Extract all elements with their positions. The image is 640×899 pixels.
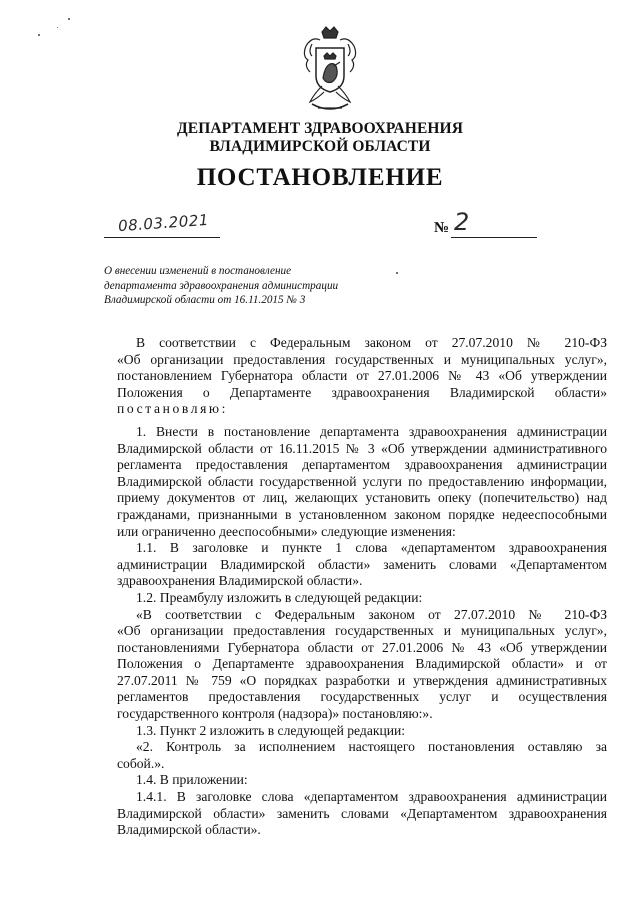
item-1-4-1-paragraph — [117, 789, 607, 839]
date-underline — [104, 237, 220, 238]
text-line: Положения о Департаменте здравоохранения Владимирской области» и от — [117, 656, 607, 672]
document-number-handwritten: 2 — [454, 208, 470, 236]
preamble-paragraph — [117, 335, 607, 418]
text-line: собой.». — [117, 755, 165, 771]
text-line: «2. Контроль за исполнением настоящего постановления оставляю за — [136, 739, 607, 755]
number-underline — [451, 237, 537, 238]
text-line: Владимирской области». — [117, 822, 261, 838]
text-line: здравоохранения Владимирской области». — [117, 573, 363, 589]
text-line: 1.4. В приложении: — [136, 772, 248, 788]
text-line: В соответствии с Федеральным законом от 27.07.2010 № 210-ФЗ — [136, 335, 607, 350]
text-line: Владимирской области» заменить словами «Департаментом здравоохранения — [117, 805, 607, 821]
text-line: 27.07.2011 № 759 «О порядках разработки и утверждения административных — [117, 672, 607, 688]
item-1-paragraph — [117, 424, 607, 540]
document-number-label: № — [434, 220, 450, 236]
text-line: Владимирской области от 16.11.2015 № 3 «Об утверждении административного — [117, 440, 607, 456]
item-1-2-paragraph — [117, 590, 607, 607]
document-date-handwritten: 08.03.2021 — [117, 210, 210, 236]
text-line: 1.2. Преамбулу изложить в следующей редакции: — [136, 589, 423, 605]
text-line: 1.3. Пункт 2 изложить в следующей редакции: — [136, 722, 406, 738]
department-name-line2: ВЛАДИМИРСКОЙ ОБЛАСТИ — [209, 138, 431, 155]
text-line: постановлением Губернатора области от 27.01.2006 № 43 «Об утверждении — [117, 368, 607, 384]
text-line: «Об организации предоставления государственных и муниципальных услуг», — [117, 623, 607, 639]
text-line: постановлениями Губернатора области от 27.01.2006 № 43 «Об утверждении — [117, 639, 607, 655]
text-line: государственного контроля (надзора)» постановляю:». — [117, 706, 433, 722]
department-name-line1: ДЕПАРТАМЕНТ ЗДРАВООХРАНЕНИЯ — [177, 120, 463, 137]
text-line: гражданами, признанными в установленном законом порядке недееспособными — [117, 506, 607, 522]
text-line: «Об организации предоставления государственных и муниципальных услуг», — [117, 351, 607, 367]
subject-line: О внесении изменений в постановление — [104, 265, 292, 277]
item-1-3-quoted-text — [117, 739, 607, 772]
text-line: 1.4.1. В заголовке слова «департаментом здравоохранения администрации — [136, 789, 607, 805]
text-line-postanovlyayu: постановляю: — [117, 401, 229, 417]
document-body — [117, 335, 607, 839]
document-type-title: ПОСТАНОВЛЕНИЕ — [196, 164, 444, 191]
document-subject — [104, 264, 364, 308]
subject-line: Владимирской области от 16.11.2015 № 3 — [104, 294, 306, 306]
item-1-4-paragraph — [117, 772, 607, 789]
text-line: 1.1. В заголовке и пункте 1 слова «департаментом здравоохранения — [136, 540, 607, 556]
text-line: 1. Внести в постановление департамента здравоохранения администрации — [136, 423, 607, 439]
item-1-3-paragraph — [117, 723, 607, 740]
text-line: приему документов от лиц, желающих установить опеку (попечительство) над — [117, 490, 607, 506]
text-line: Положения о Департаменте здравоохранения Владимирской области» — [117, 384, 607, 400]
item-1-2-quoted-text — [117, 607, 607, 723]
item-1-1-paragraph — [117, 540, 607, 590]
text-line: Владимирской области государственной услуги по предоставлению информации, — [117, 473, 607, 489]
text-line: или ограниченно дееспособными» следующие изменения: — [117, 523, 456, 539]
subject-line: департамента здравоохранения администрации — [104, 279, 339, 292]
text-line: «В соответствии с Федеральным законом от 27.07.2010 № 210-ФЗ — [136, 606, 607, 622]
text-line: администрации Владимирской области» заменить словами «Департаментом — [117, 556, 607, 572]
text-line: регламентов предоставления государственных услуг и осуществления — [117, 689, 607, 705]
coat-of-arms-emblem — [298, 26, 362, 118]
text-line: регламента предоставления департаментом здравоохранения администрации — [117, 457, 607, 473]
